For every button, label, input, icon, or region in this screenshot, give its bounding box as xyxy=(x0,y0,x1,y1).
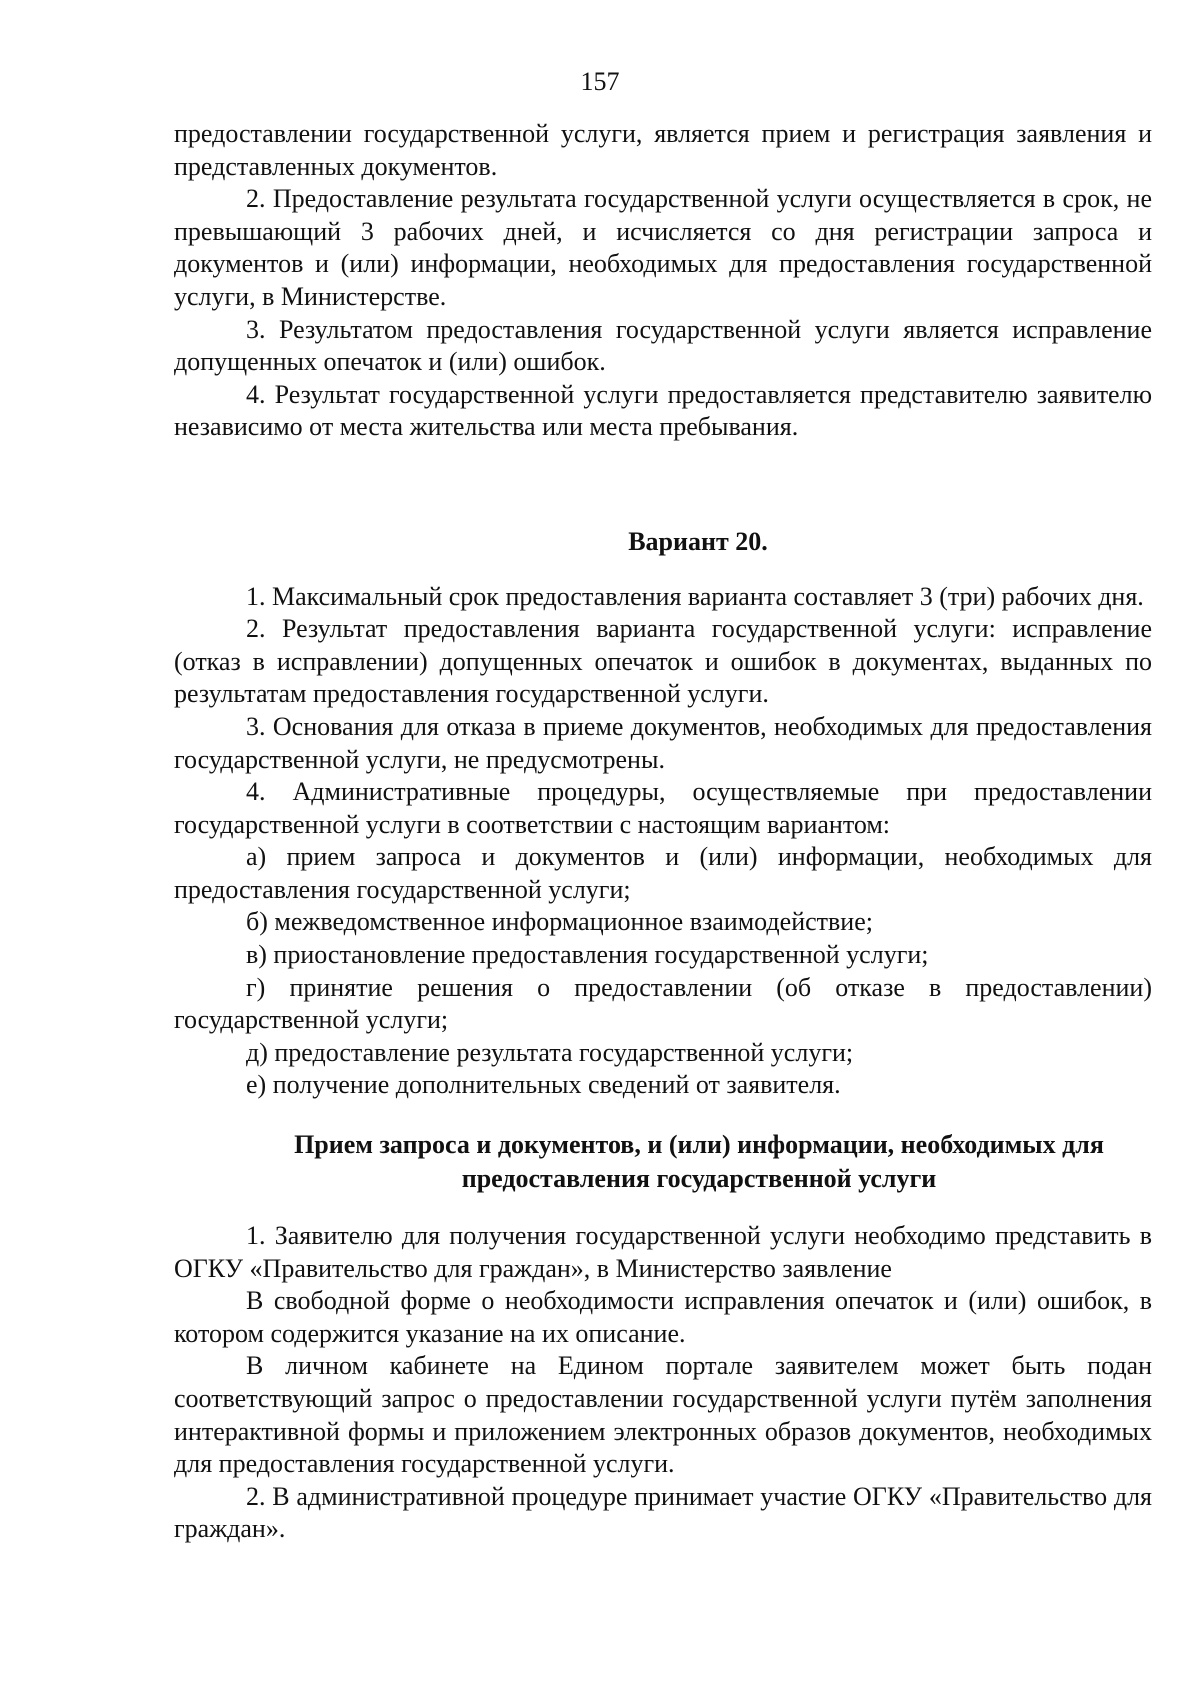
paragraph-intro-item: 4. Результат государственной услуги предоставляется представителю заявителю независимо от места жительства или места пребывания. xyxy=(174,379,1152,442)
paragraph-section: В личном кабинете на Едином портале заявителем может быть подан соответствующий запрос о предоставлении государственной услуги путём заполнения интерактивной формы и приложением электронных образов документов, необходимых для предоставления государственной услуги. xyxy=(174,1351,1152,1479)
paragraph-section: В свободной форме о необходимости исправления опечаток и (или) ошибок, в котором содержится указание на их описание. xyxy=(174,1286,1152,1348)
paragraph-section: 1. Заявителю для получения государственной услуги необходимо представить в ОГКУ «Правительство для граждан», в Министерство заявление xyxy=(174,1221,1152,1283)
paragraph-section: 2. В административной процедуре принимает участие ОГКУ «Правительство для граждан». xyxy=(174,1481,1152,1544)
paragraph-intro-item: 3. Результатом предоставления государственной услуги является исправление допущенных опечаток и (или) ошибок. xyxy=(174,314,1152,377)
paragraph-intro-item: 2. Предоставление результата государственной услуги осуществляется в срок, не превышающий 3 рабочих дней, и исчисляется со дня регистрации запроса и документов и (или) информации, необходимых для предоставления государственной услуги, в Министерстве. xyxy=(174,184,1152,311)
document-body xyxy=(174,118,1152,1546)
variant-heading: Вариант 20. xyxy=(628,526,768,556)
procedure-item: г) принятие решения о предоставлении (об отказе в предоставлении) государственной услуги; xyxy=(174,972,1152,1035)
paragraph-variant-item: 2. Результат предоставления варианта государственной услуги: исправление (отказ в исправлении) допущенных опечаток и ошибок в документах, выданных по результатам предоставления государственной услуги. xyxy=(174,614,1152,709)
procedure-item: б) межведомственное информационное взаимодействие; xyxy=(246,907,873,937)
section-heading-line: Прием запроса и документов, и (или) информации, необходимых для xyxy=(294,1130,1104,1160)
procedure-item: е) получение дополнительных сведений от заявителя. xyxy=(246,1070,841,1100)
procedure-item: в) приостановление предоставления государственной услуги; xyxy=(246,940,929,970)
paragraph-continuation: предоставлении государственной услуги, является прием и регистрация заявления и представленных документов. xyxy=(174,119,1152,181)
section-heading-line: предоставления государственной услуги xyxy=(461,1164,937,1194)
procedure-item: а) прием запроса и документов и (или) информации, необходимых для предоставления государственной услуги; xyxy=(174,842,1152,904)
paragraph-variant-item: 1. Максимальный срок предоставления варианта составляет 3 (три) рабочих дня. xyxy=(246,581,1144,611)
paragraph-variant-item: 4. Административные процедуры, осуществляемые при предоставлении государственной услуги в соответствии с настоящим вариантом: xyxy=(174,777,1152,839)
paragraph-variant-item: 3. Основания для отказа в приеме документов, необходимых для предоставления государственной услуги, не предусмотрены. xyxy=(174,711,1152,774)
section-heading xyxy=(174,1128,1152,1196)
page-number: 157 xyxy=(580,67,620,96)
procedure-item: д) предоставление результата государственной услуги; xyxy=(246,1037,854,1067)
